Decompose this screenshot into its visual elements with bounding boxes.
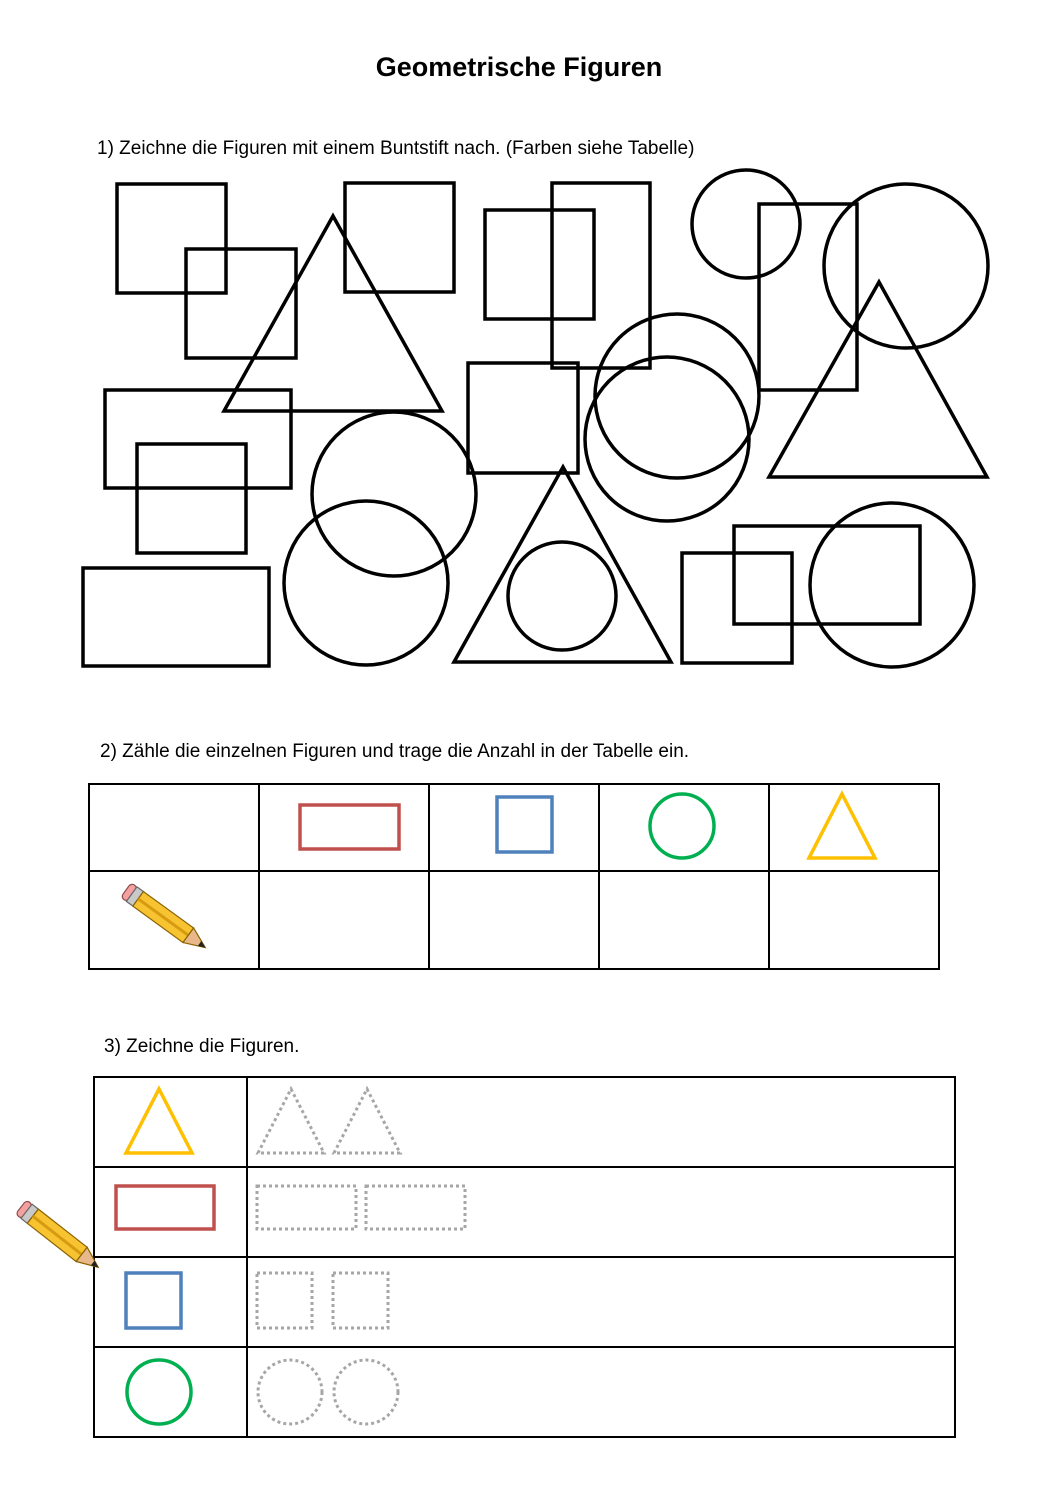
circle-shape[interactable] [824, 184, 988, 348]
circle-model [127, 1360, 191, 1424]
task2-instruction: 2) Zähle die einzelnen Figuren und trage die Anzahl in der Tabelle ein. [100, 741, 690, 762]
triangle-trace[interactable] [258, 1089, 324, 1153]
square-shape[interactable] [682, 553, 792, 663]
task1-instruction: 1) Zeichne die Figuren mit einem Buntstift nach. (Farben siehe Tabelle) [97, 138, 695, 159]
pencil-icon [121, 883, 211, 955]
square-shape[interactable] [485, 210, 594, 319]
task3-instruction: 3) Zeichne die Figuren. [104, 1036, 300, 1057]
square-shape[interactable] [117, 184, 226, 293]
rectangle-model [116, 1186, 214, 1229]
page-title: Geometrische Figuren [375, 52, 663, 82]
triangle-shape[interactable] [454, 467, 671, 662]
square-trace[interactable] [333, 1273, 388, 1328]
rectangle-trace[interactable] [257, 1186, 356, 1229]
pencil-icon [5, 1195, 115, 1295]
triangle-shape[interactable] [769, 282, 987, 477]
square-model [126, 1273, 181, 1328]
count-table [88, 782, 942, 972]
square-shape[interactable] [137, 444, 246, 553]
circle-shape[interactable] [508, 542, 616, 650]
rectangle-shape[interactable] [734, 526, 920, 624]
square-shape[interactable] [468, 363, 578, 473]
square-shape[interactable] [345, 183, 454, 292]
shape-collage[interactable] [0, 0, 1038, 700]
rectangle-shape[interactable] [83, 568, 269, 666]
circle-shape[interactable] [692, 170, 800, 278]
circle-shape[interactable] [595, 314, 759, 478]
square-trace[interactable] [257, 1273, 312, 1328]
triangle-trace[interactable] [334, 1089, 400, 1153]
square-color-key [497, 797, 552, 852]
circle-shape[interactable] [585, 357, 749, 521]
circle-trace[interactable] [334, 1360, 398, 1424]
rectangle-shape[interactable] [105, 390, 291, 488]
rectangle-trace[interactable] [366, 1186, 465, 1229]
triangle-shape[interactable] [224, 216, 442, 411]
triangle-color-key [809, 794, 875, 858]
circle-shape[interactable] [312, 412, 476, 576]
square-shape[interactable] [186, 249, 296, 358]
circle-trace[interactable] [258, 1360, 322, 1424]
rectangle-color-key [300, 805, 399, 849]
drawing-table [0, 1075, 1038, 1445]
rectangle-shape[interactable] [759, 204, 857, 390]
circle-shape[interactable] [284, 501, 448, 665]
circle-color-key [650, 794, 714, 858]
triangle-model [126, 1089, 192, 1153]
